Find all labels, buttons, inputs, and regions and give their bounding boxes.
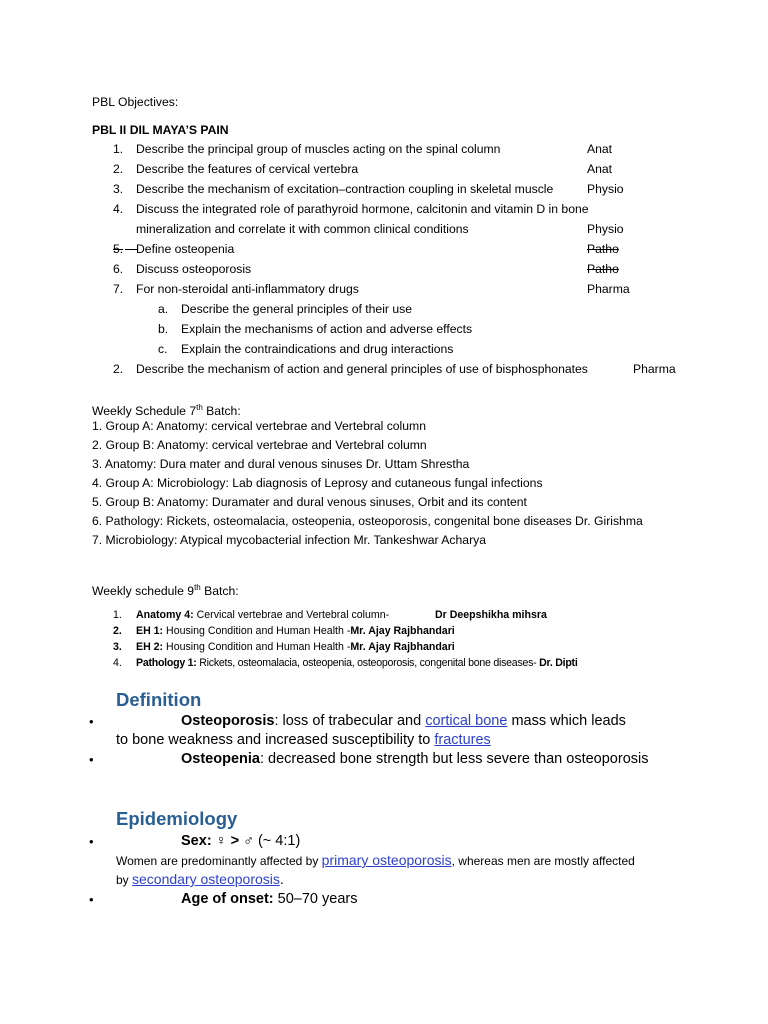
objective-text-continued: mineralization and correlate it with common clinical conditions: [136, 222, 469, 236]
sex-label: Sex: [181, 833, 207, 849]
schedule9-author: Mr. Ajay Rajbhandari: [350, 641, 455, 653]
objective-subject: Patho: [587, 242, 619, 256]
note-period: .: [279, 871, 284, 887]
objective-text: Describe the features of cervical vertebra: [136, 162, 359, 176]
objective-subject: Anat: [587, 142, 613, 156]
primary-osteoporosis-link[interactable]: primary osteoporosis: [321, 852, 452, 868]
schedule9-item-text: Rickets, osteomalacia, osteopenia, osteoporosis, congenital bone diseases-: [196, 657, 540, 669]
secondary-osteoporosis-link[interactable]: secondary osteoporosis: [132, 871, 280, 887]
schedule7-title-sup: th: [196, 403, 203, 412]
pbl-subtitle: PBL II DIL MAYA’S PAIN: [92, 123, 229, 137]
schedule7-item: 6. Pathology: Rickets, osteomalacia, osteopenia, osteoporosis, congenital bone diseases Dr. Girishma: [92, 514, 643, 528]
objective-subject: Pharma: [587, 282, 630, 296]
schedule9-number: 2.: [113, 625, 122, 637]
age-of-onset: [181, 890, 357, 908]
schedule9-item-label: EH 2:: [136, 641, 164, 653]
schedule9-item: [136, 625, 455, 638]
schedule9-item-text: Housing Condition and Human Health -: [163, 625, 351, 637]
schedule9-item: [136, 641, 455, 654]
objective-subject: Anat: [587, 162, 613, 176]
objective-number: 3.: [113, 182, 124, 196]
schedule9-item-label: EH 1:: [136, 625, 164, 637]
epidemiology-note-continued: [116, 872, 284, 888]
pbl-objectives-title: PBL Objectives:: [92, 95, 179, 109]
note-text: , whereas men are mostly affected: [451, 854, 635, 868]
schedule9-number: 4.: [113, 657, 122, 669]
schedule9-number: 1.: [113, 609, 122, 621]
definition-text: mass which leads: [507, 713, 626, 729]
subitem-text: Explain the contraindications and drug interactions: [181, 342, 454, 356]
schedule9-item-text: Cervical vertebrae and Vertebral column-: [193, 609, 390, 621]
schedule7-item: 1. Group A: Anatomy: cervical vertebrae and Vertebral column: [92, 419, 426, 433]
schedule9-item: [136, 657, 578, 670]
bullet: •: [89, 714, 94, 729]
osteoporosis-definition-continued: [116, 731, 491, 749]
objective-number: 6.: [113, 262, 124, 276]
objective-number: 5.: [113, 242, 124, 256]
objective-text: Discuss the integrated role of parathyroid hormone, calcitonin and vitamin D in bone: [136, 202, 589, 216]
schedule9-item-label: Anatomy 4:: [136, 609, 194, 621]
objective-subject: Patho: [587, 262, 619, 276]
note-text: by: [116, 873, 133, 887]
fractures-link[interactable]: fractures: [434, 732, 491, 748]
schedule9-number: 3.: [113, 641, 122, 653]
objective-text: Describe the mechanism of excitation–contraction coupling in skeletal muscle: [136, 182, 554, 196]
objective-number: 2.: [113, 362, 124, 376]
sex-ratio-value: (~ 4:1): [253, 833, 301, 849]
definition-heading: Definition: [116, 689, 202, 710]
cortical-bone-link[interactable]: cortical bone: [425, 713, 508, 729]
schedule9-title-sup: th: [194, 583, 201, 592]
osteopenia-definition: [181, 750, 649, 768]
osteoporosis-term: Osteoporosis: [181, 713, 275, 729]
schedule9-title-post: Batch:: [200, 584, 239, 599]
osteoporosis-definition: [181, 712, 626, 730]
schedule7-title-text: Weekly Schedule 7: [92, 404, 197, 419]
definition-text: : decreased bone strength but less severe than osteoporosis: [259, 751, 649, 767]
schedule7-item: 7. Microbiology: Atypical mycobacterial infection Mr. Tankeshwar Acharya: [92, 533, 487, 547]
objective-subject: Pharma: [633, 362, 676, 376]
schedule9-item: [136, 609, 389, 622]
schedule7-item: 4. Group A: Microbiology: Lab diagnosis of Leprosy and cutaneous fungal infections: [92, 476, 543, 490]
objective-text: Discuss osteoporosis: [136, 262, 252, 276]
subitem-letter: a.: [158, 302, 169, 316]
objective-number: 2.: [113, 162, 124, 176]
sex-ratio: [181, 832, 300, 850]
objective-text: Describe the principal group of muscles acting on the spinal column: [136, 142, 501, 156]
objective-subject: Physio: [587, 182, 624, 196]
objective-number: 1.: [113, 142, 124, 156]
schedule9-author: Mr. Ajay Rajbhandari: [350, 625, 455, 637]
objective-number: 7.: [113, 282, 124, 296]
osteopenia-term: Osteopenia: [181, 751, 260, 767]
subitem-text: Explain the mechanisms of action and adverse effects: [181, 322, 473, 336]
schedule7-title-post: Batch:: [202, 404, 241, 419]
schedule9-title-text: Weekly schedule 9: [92, 584, 195, 599]
objective-text: For non-steroidal anti-inflammatory drugs: [136, 282, 359, 296]
sex-symbols: : ♀ > ♂: [206, 833, 254, 849]
schedule9-item-text: Housing Condition and Human Health -: [163, 641, 351, 653]
subitem-text: Describe the general principles of their use: [181, 302, 413, 316]
age-value: 50–70 years: [273, 891, 358, 907]
objective-text: Describe the mechanism of action and general principles of use of bisphosphonates: [136, 362, 588, 376]
schedule9-author: Dr Deepshikha mihsra: [435, 609, 547, 621]
schedule9-item-label: Pathology 1:: [136, 657, 197, 669]
schedule7-item: 5. Group B: Anatomy: Duramater and dural venous sinuses, Orbit and its content: [92, 495, 527, 509]
schedule7-item: 2. Group B: Anatomy: cervical vertebrae and Vertebral column: [92, 438, 427, 452]
epidemiology-heading: Epidemiology: [116, 808, 238, 829]
subitem-letter: b.: [158, 322, 169, 336]
schedule9-author: Dr. Dipti: [539, 657, 578, 669]
schedule7-title: [92, 400, 241, 419]
objective-text: Define osteopenia: [136, 242, 235, 256]
schedule9-title: [92, 580, 239, 599]
note-text: Women are predominantly affected by: [116, 854, 322, 868]
objective-subject: Physio: [587, 222, 624, 236]
definition-text: to bone weakness and increased susceptibility to: [116, 732, 435, 748]
schedule7-item: 3. Anatomy: Dura mater and dural venous sinuses Dr. Uttam Shrestha: [92, 457, 470, 471]
epidemiology-note: [116, 853, 635, 869]
bullet: •: [89, 752, 94, 767]
age-label: Age of onset:: [181, 891, 274, 907]
objective-number: 4.: [113, 202, 124, 216]
definition-text: : loss of trabecular and: [274, 713, 426, 729]
subitem-letter: c.: [158, 342, 168, 356]
bullet: •: [89, 834, 94, 849]
bullet: •: [89, 892, 94, 907]
